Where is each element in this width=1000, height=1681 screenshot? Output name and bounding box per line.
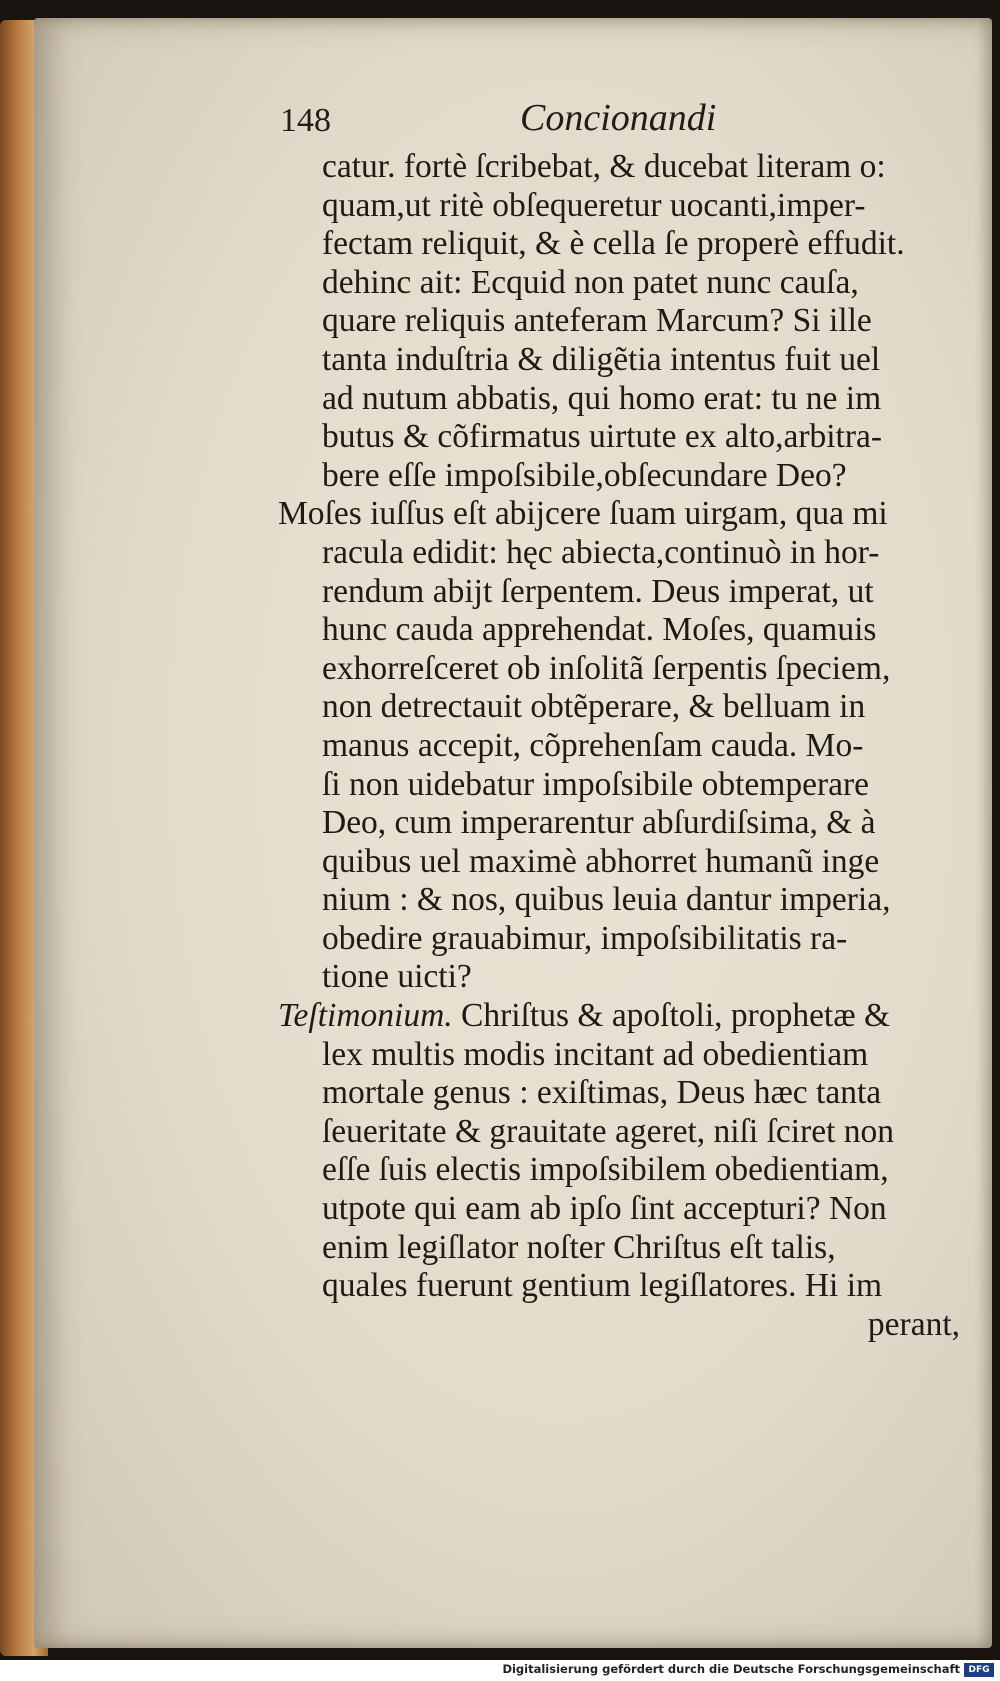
text-line: hunc cauda apprehendat. Moſes, quamuis: [322, 611, 877, 649]
text-line: nium : & nos, quibus leuia dantur imperia,: [322, 881, 891, 919]
text-line: non detrectauit obtẽperare, & belluam in: [322, 688, 866, 726]
text-line: manus accepit, cõprehenſam cauda. Mo-: [322, 726, 864, 764]
text-line: ad nutum abbatis, qui homo erat: tu ne im: [322, 379, 882, 417]
body-text: [270, 148, 970, 1344]
footer-bar: [0, 1660, 1000, 1681]
page-header: [280, 92, 940, 142]
text-line: fectam reliquit, & è cella ſe properè effudit.: [322, 225, 905, 263]
marginal-note: Teſtimonium.: [278, 997, 453, 1035]
text-line: Moſes iuſſus eſt abijcere ſuam uirgam, qua mi: [278, 495, 888, 533]
text-line: racula edidit: hęc abiecta,continuò in hor-: [322, 533, 880, 571]
text-line: bere eſſe impoſsibile,obſecundare Deo?: [322, 456, 847, 494]
text-line: mortale genus : exiſtimas, Deus hæc tanta: [322, 1074, 882, 1112]
text-line: tanta induſtria & diligẽtia intentus fuit uel: [322, 340, 881, 378]
text-line: quare reliquis anteferam Marcum? Si ille: [322, 302, 872, 340]
dfg-logo-icon: DFG: [964, 1663, 994, 1677]
text-line: enim legiſlator noſter Chriſtus eſt talis,: [322, 1228, 836, 1266]
text-line: dehinc ait: Ecquid non patet nunc cauſa,: [322, 263, 859, 301]
running-title: Concionandi: [520, 97, 717, 139]
text-line: Chriſtus & apoſtoli, prophetæ &: [461, 997, 891, 1035]
text-line: exhorreſceret ob inſolitã ſerpentis ſpeciem,: [322, 649, 891, 687]
text-line: quam,ut ritè obſequeretur uocanti,imper-: [322, 186, 866, 224]
catchword: perant,: [867, 1305, 960, 1343]
text-line: ſeueritate & grauitate ageret, niſi ſciret non: [322, 1112, 895, 1150]
text-line: quibus uel maximè abhorret humanũ inge: [322, 842, 880, 880]
text-line: lex multis modis incitant ad obedientiam: [322, 1035, 869, 1073]
text-line: Deo, cum imperarentur abſurdiſsima, & à: [322, 804, 876, 842]
text-line: butus & cõfirmatus uirtute ex alto,arbitra-: [322, 418, 883, 456]
text-line-with-marginal: [270, 997, 970, 1036]
text-line: rendum abijt ſerpentem. Deus imperat, ut: [322, 572, 874, 610]
text-line: eſſe ſuis electis impoſsibilem obedientiam,: [322, 1151, 889, 1189]
text-line: obedire grauabimur, impoſsibilitatis ra-: [322, 919, 848, 957]
text-line: ſi non uidebatur impoſsibile obtemperare: [322, 765, 870, 803]
text-line: catur. fortè ſcribebat, & ducebat literam o:: [322, 148, 886, 185]
text-line: tione uicti?: [322, 958, 472, 996]
funding-credit: Digitalisierung gefördert durch die Deutsche Forschungsgemeinschaft: [502, 1662, 960, 1676]
text-line: quales fuerunt gentium legiſlatores. Hi im: [322, 1267, 883, 1305]
page-number: 148: [280, 102, 331, 139]
text-line: utpote qui eam ab ipſo ſint accepturi? Non: [322, 1190, 887, 1228]
